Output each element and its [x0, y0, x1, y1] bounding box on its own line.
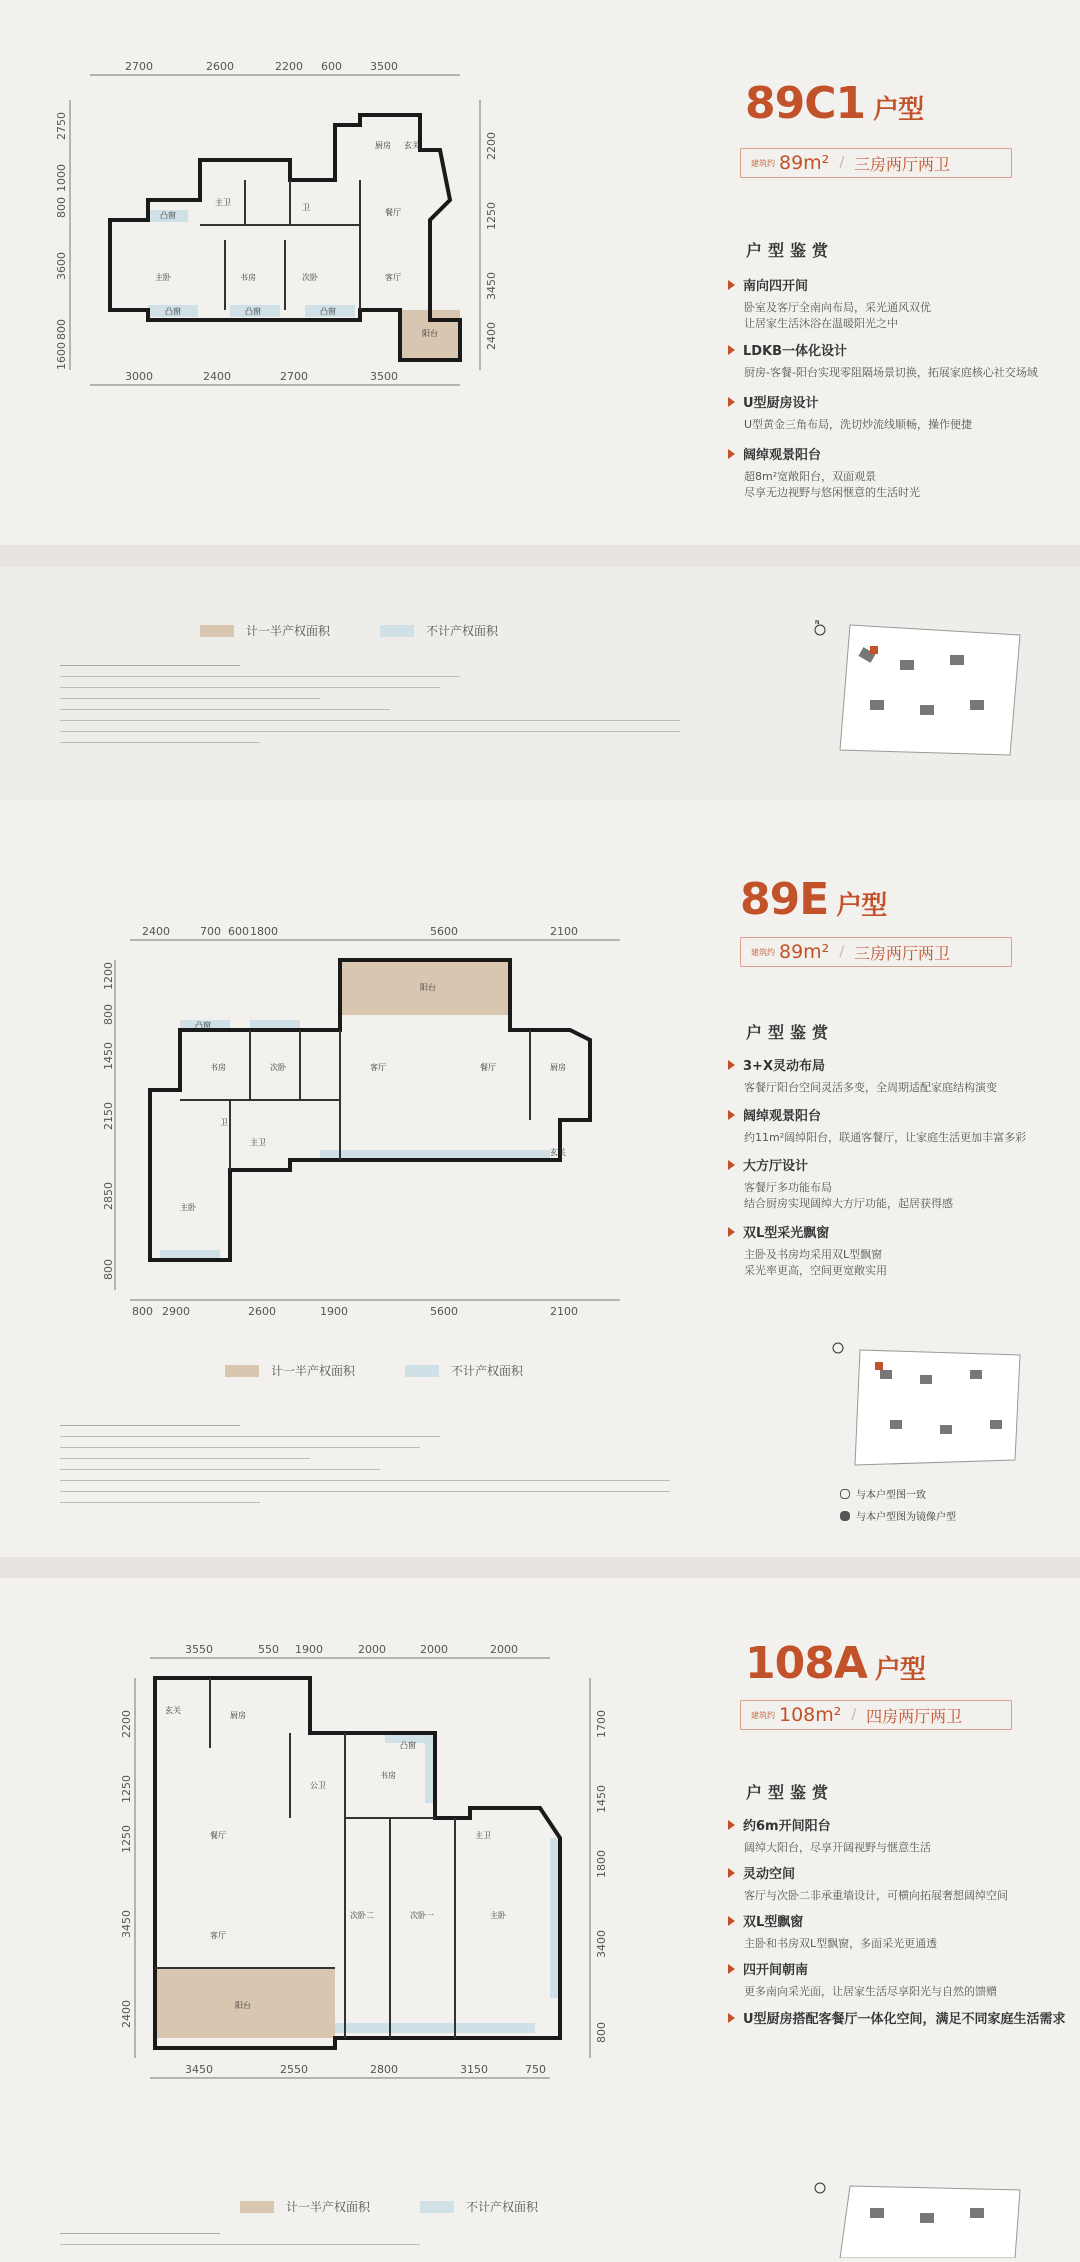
svg-text:主卫: 主卫 — [215, 198, 231, 207]
legend-108a: 计一半产权面积 不计产权面积 — [240, 2198, 538, 2215]
site-map-89c1 — [810, 620, 1030, 760]
svg-text:书房: 书房 — [210, 1063, 226, 1072]
features-heading: 户型鉴赏 — [746, 1783, 835, 1802]
svg-text:2400: 2400 — [142, 925, 170, 938]
svg-text:玄关: 玄关 — [550, 1148, 566, 1157]
area-bar-89c1: 建筑约 89m² / 三房两厅两卫 — [740, 148, 1012, 178]
svg-text:主卧: 主卧 — [490, 1911, 506, 1920]
svg-text:2200: 2200 — [275, 60, 303, 73]
svg-text:1900: 1900 — [320, 1305, 348, 1318]
svg-text:凸窗: 凸窗 — [165, 307, 181, 316]
legend-89e: 计一半产权面积 不计产权面积 — [225, 1362, 523, 1379]
svg-text:1600: 1600 — [55, 342, 68, 370]
svg-text:书房: 书房 — [240, 273, 256, 282]
svg-text:1250: 1250 — [120, 1825, 133, 1853]
svg-text:1800: 1800 — [250, 925, 278, 938]
svg-text:2900: 2900 — [162, 1305, 190, 1318]
svg-text:餐厅: 餐厅 — [480, 1063, 496, 1072]
svg-text:3600: 3600 — [55, 252, 68, 280]
dimension-left — [102, 960, 115, 1290]
unit-title-89c1: 89C1 户型 — [745, 78, 924, 129]
svg-text:2750: 2750 — [55, 112, 68, 140]
svg-text:凸窗: 凸窗 — [195, 1021, 211, 1030]
svg-text:卫: 卫 — [302, 203, 310, 212]
svg-text:阳台: 阳台 — [235, 2001, 251, 2010]
svg-text:2700: 2700 — [280, 370, 308, 383]
svg-text:2800: 2800 — [370, 2063, 398, 2076]
svg-text:凸窗: 凸窗 — [400, 1741, 416, 1750]
svg-text:2400: 2400 — [485, 322, 498, 350]
svg-text:2150: 2150 — [102, 1102, 115, 1130]
svg-text:主卫: 主卫 — [475, 1831, 491, 1840]
svg-text:次卧一: 次卧一 — [410, 1911, 434, 1920]
svg-text:1900: 1900 — [295, 1643, 323, 1656]
svg-text:主卫: 主卫 — [250, 1138, 266, 1147]
features-heading: 户型鉴赏 — [746, 241, 835, 260]
svg-text:3550: 3550 — [185, 1643, 213, 1656]
feature-item: 大方厅设计 客餐厅多功能布局 结合厨房实现阔绰大方厅功能，起居获得感 — [728, 1155, 953, 1212]
svg-text:3000: 3000 — [125, 370, 153, 383]
svg-text:1450: 1450 — [102, 1042, 115, 1070]
feature-item: 阔绰观景阳台 超8m²宽敞阳台，双面观景 尽享无边视野与悠闲惬意的生活时光 — [728, 444, 920, 501]
svg-text:2600: 2600 — [206, 60, 234, 73]
svg-text:2100: 2100 — [550, 925, 578, 938]
svg-text:公卫: 公卫 — [310, 1781, 326, 1790]
svg-text:2100: 2100 — [550, 1305, 578, 1318]
svg-text:次卧二: 次卧二 — [350, 1911, 374, 1920]
dimension-left — [55, 100, 70, 370]
floorplan-108a — [110, 1638, 630, 2118]
dimension-bottom — [130, 1300, 620, 1318]
svg-text:1450: 1450 — [595, 1785, 608, 1813]
feature-item: 灵动空间 客厅与次卧二非承重墙设计，可横向拓展奢想阔绰空间 — [728, 1863, 1008, 1904]
svg-text:3450: 3450 — [485, 272, 498, 300]
svg-text:1000: 1000 — [55, 164, 68, 192]
svg-text:2850: 2850 — [102, 1182, 115, 1210]
dimension-right — [480, 100, 498, 370]
area-bar-108a: 建筑约 108m² / 四房两厅两卫 — [740, 1700, 1012, 1730]
svg-text:阳台: 阳台 — [420, 983, 436, 992]
svg-text:2200: 2200 — [120, 1710, 133, 1738]
legend-89c1: 计一半产权面积 不计产权面积 — [200, 622, 498, 639]
svg-text:800: 800 — [55, 319, 68, 340]
svg-text:700: 700 — [200, 925, 221, 938]
unit-title-89e: 89E 户型 — [740, 874, 887, 925]
svg-text:800: 800 — [132, 1305, 153, 1318]
svg-text:次卧: 次卧 — [270, 1063, 286, 1072]
svg-text:2000: 2000 — [490, 1643, 518, 1656]
svg-text:550: 550 — [258, 1643, 279, 1656]
dimension-top — [90, 60, 460, 75]
svg-text:2400: 2400 — [203, 370, 231, 383]
svg-text:2600: 2600 — [248, 1305, 276, 1318]
svg-text:2550: 2550 — [280, 2063, 308, 2076]
svg-text:2700: 2700 — [125, 60, 153, 73]
feature-item: LDKB一体化设计 厨房-客餐-阳台实现零阻隔场景切换，拓展家庭核心社交场域 — [728, 340, 1038, 381]
svg-text:阳台: 阳台 — [422, 329, 438, 338]
unit-card-89c1 — [0, 0, 1080, 545]
svg-text:餐厅: 餐厅 — [210, 1831, 226, 1840]
feature-item: 四开间朝南 更多南向采光面，让居家生活尽享阳光与自然的馈赠 — [728, 1959, 997, 2000]
svg-text:2400: 2400 — [120, 2000, 133, 2028]
svg-text:3450: 3450 — [120, 1910, 133, 1938]
svg-text:800: 800 — [55, 197, 68, 218]
svg-text:3500: 3500 — [370, 60, 398, 73]
feature-item: U型厨房搭配客餐厅一体化空间，满足不同家庭生活需求 — [728, 2008, 1066, 2027]
svg-text:3400: 3400 — [595, 1930, 608, 1958]
dimension-bottom — [90, 370, 460, 385]
notes-89e — [60, 1420, 670, 1508]
svg-text:2000: 2000 — [420, 1643, 448, 1656]
svg-text:厨房: 厨房 — [230, 1711, 246, 1720]
svg-text:凸窗: 凸窗 — [245, 307, 261, 316]
svg-text:厨房: 厨房 — [550, 1063, 566, 1072]
svg-text:餐厅: 餐厅 — [385, 208, 401, 217]
svg-text:600: 600 — [321, 60, 342, 73]
svg-text:600: 600 — [228, 925, 249, 938]
svg-text:3450: 3450 — [185, 2063, 213, 2076]
site-map-89e — [830, 1340, 1030, 1470]
svg-text:3500: 3500 — [370, 370, 398, 383]
svg-text:客厅: 客厅 — [370, 1063, 386, 1072]
svg-text:1700: 1700 — [595, 1710, 608, 1738]
feature-item: 阔绰观景阳台 约11m²阔绰阳台，联通客餐厅，让家庭生活更加丰富多彩 — [728, 1105, 1026, 1146]
svg-text:厨房: 厨房 — [375, 141, 391, 150]
svg-text:卫: 卫 — [220, 1118, 228, 1127]
svg-text:800: 800 — [595, 2022, 608, 2043]
area-bar-89e: 建筑约 89m² / 三房两厅两卫 — [740, 937, 1012, 967]
svg-text:3150: 3150 — [460, 2063, 488, 2076]
mirror-legend: 与本户型图一致 与本户型图为镜像户型 — [840, 1485, 956, 1529]
svg-text:书房: 书房 — [380, 1771, 396, 1780]
svg-text:次卧: 次卧 — [302, 273, 318, 282]
svg-text:主卧: 主卧 — [155, 273, 171, 282]
svg-text:1200: 1200 — [102, 962, 115, 990]
dimension-top — [150, 1643, 550, 1658]
floorplan-89c1 — [40, 40, 580, 460]
svg-text:1250: 1250 — [485, 202, 498, 230]
svg-text:凸窗: 凸窗 — [160, 211, 176, 220]
site-map-108a — [810, 2178, 1030, 2258]
svg-text:5600: 5600 — [430, 925, 458, 938]
svg-text:2000: 2000 — [358, 1643, 386, 1656]
svg-text:800: 800 — [102, 1004, 115, 1025]
notes-108a — [60, 2228, 620, 2250]
feature-item: 双L型飘窗 主卧和书房双L型飘窗，多面采光更通透 — [728, 1911, 937, 1952]
svg-text:1800: 1800 — [595, 1850, 608, 1878]
svg-text:1250: 1250 — [120, 1775, 133, 1803]
unit-title-108a: 108A 户型 — [745, 1638, 925, 1689]
feature-item: 南向四开间 卧室及客厅全南向布局，采光通风双优 让居家生活沐浴在温暖阳光之中 — [728, 275, 931, 332]
notes-89c1 — [60, 660, 680, 748]
feature-item: 约6m开间阳台 阔绰大阳台，尽享开阔视野与惬意生活 — [728, 1815, 931, 1856]
feature-item: U型厨房设计 U型黄金三角布局，洗切炒流线顺畅，操作便捷 — [728, 392, 972, 433]
feature-item: 3+X灵动布局 客餐厅阳台空间灵活多变，全周期适配家庭结构演变 — [728, 1055, 997, 1096]
unit-card-108a — [0, 1578, 1080, 2262]
svg-text:750: 750 — [525, 2063, 546, 2076]
dimension-left — [120, 1678, 135, 2058]
svg-text:客厅: 客厅 — [385, 273, 401, 282]
floorplan-89e — [100, 920, 660, 1350]
dimension-right — [590, 1678, 608, 2058]
svg-text:玄关: 玄关 — [165, 1706, 181, 1715]
svg-text:5600: 5600 — [430, 1305, 458, 1318]
svg-text:凸窗: 凸窗 — [320, 307, 336, 316]
svg-text:2200: 2200 — [485, 132, 498, 160]
feature-item: 双L型采光飘窗 主卧及书房均采用双L型飘窗 采光率更高，空间更宽敞实用 — [728, 1222, 887, 1279]
features-heading: 户型鉴赏 — [746, 1023, 835, 1042]
dimension-bottom — [150, 2063, 550, 2078]
svg-text:客厅: 客厅 — [210, 1931, 226, 1940]
svg-text:玄关: 玄关 — [404, 141, 420, 150]
svg-text:主卧: 主卧 — [180, 1203, 196, 1212]
svg-text:800: 800 — [102, 1259, 115, 1280]
svg-text:N: N — [815, 620, 820, 626]
dimension-top — [130, 925, 620, 940]
